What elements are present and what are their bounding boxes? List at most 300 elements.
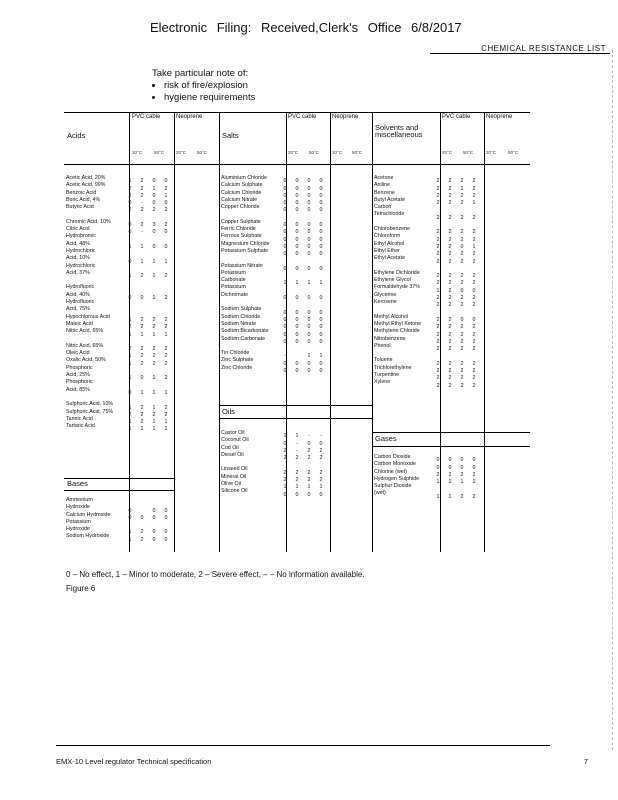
rating-value: 1 [152,295,156,302]
rating-value: 2 [152,411,156,418]
rating-value: 2 [436,368,440,375]
table-row [221,190,327,197]
oils-header: Oils [222,407,235,416]
rating-value: 1 [152,331,156,338]
chemical-name: Maleic Acid [66,320,93,327]
table-row [374,226,480,236]
rating-value: 2 [436,192,440,199]
rating-value: 1 [152,404,156,411]
rating-value: 0 [283,243,287,250]
rating-value: 0 [152,514,156,521]
table-row [66,497,172,504]
rating-value: 2 [140,353,144,360]
rating-value: 0 [307,368,311,375]
rating-value: 2 [128,185,132,192]
rating-value: 2 [140,536,144,543]
rating-value: 0 [283,200,287,207]
rating-value: 2 [460,200,464,207]
rating-value: 0 [164,529,168,536]
rating-value: 2 [164,360,168,367]
rating-value: 2 [448,382,452,389]
rating-value: 0 [319,207,323,214]
table-row [221,284,327,291]
table-row [221,233,327,243]
table-row [374,255,480,265]
rating-value: 2 [128,324,132,331]
rating-value: 0 [319,491,323,498]
rating-value: 2 [448,346,452,353]
table-row [66,233,172,240]
rating-value: 1 [140,426,144,433]
rating-value: 1 [140,389,144,396]
rating-value: 0 [295,178,299,185]
rating-value: 1 [448,479,452,486]
rating-value: 2 [448,471,452,478]
rating-value: - [320,433,322,440]
temp-label: 20°C [176,150,187,155]
chemical-name: Carbonate [221,277,246,284]
table-row [66,204,172,214]
rating-value: 0 [140,514,144,521]
chemical-name: Xylene [374,379,391,386]
table-row [374,379,480,389]
chemical-name: Trichlorethylene [374,364,412,371]
rating-value: 2 [460,229,464,236]
rating-value: 1 [152,273,156,280]
rating-value: 2 [448,368,452,375]
rating-value: 0 [128,200,132,207]
rating-value: 2 [436,258,440,265]
rating-value: 0 [283,316,287,323]
chemical-name: Carbon [374,204,392,211]
table-row [374,284,480,294]
rating-value: 2 [436,295,440,302]
table-row [66,255,172,265]
rating-value: 0 [307,316,311,323]
chemical-name: Nitric Acid, 65% [66,342,104,349]
table-row [221,247,327,258]
rating-value: 0 [283,440,287,447]
rating-value: 2 [140,529,144,536]
rating-value: 2 [152,346,156,353]
table-row [221,291,327,302]
chemical-name: Glycerine [374,291,397,298]
table-row [66,519,172,526]
rating-value: 0 [164,514,168,521]
rating-value: 0 [295,360,299,367]
rating-value: 2 [164,353,168,360]
chemical-name: Ammonium [66,497,93,503]
rating-value: - [141,200,143,207]
table-row [374,342,480,353]
chemical-name: Hypochlorous Acid [66,313,110,320]
rating-value: 2 [472,236,476,243]
rating-value: 2 [460,368,464,375]
rating-value: 0 [283,360,287,367]
table-row [66,387,172,394]
table-row [221,255,327,262]
rating-value: 2 [460,493,464,500]
rating-value: 2 [307,477,311,484]
rating-value: 2 [436,360,440,367]
neoprene-header: Neoprene [486,114,513,120]
chemical-name: Chlorobenzene [374,226,410,233]
table-row [221,336,327,343]
rating-value: 2 [436,316,440,323]
rating-value: 2 [319,477,323,484]
rating-value: 0 [448,457,452,464]
table-row [66,284,172,291]
rating-value: 2 [140,316,144,323]
rating-value: 0 [436,457,440,464]
rating-value: 0 [307,360,311,367]
chemical-name: Acetic Acid, 20% [66,175,106,181]
rating-value: 0 [295,295,299,302]
chemical-name: Hydrobromic [66,233,97,240]
chemical-name: Turpentine [374,372,400,379]
rating-value: 1 [319,280,323,287]
rating-value: 0 [307,185,311,192]
rating-value: 0 [307,192,311,199]
rating-value: 2 [436,251,440,258]
table-row [374,364,480,375]
rating-value: 0 [319,243,323,250]
chemical-name: Phosphoric [66,364,93,371]
rating-value: 1 [128,536,132,543]
chemical-name: Ferrous Sulphate [221,233,262,240]
rating-value: 2 [152,316,156,323]
table-row [66,365,172,372]
chemical-name: Sodium Carbonate [221,335,266,342]
rating-value: 2 [472,251,476,258]
rating-value: 0 [319,324,323,331]
table-row [66,218,172,229]
table-row [221,196,327,207]
rating-value: 0 [295,491,299,498]
chemical-name: Acid, 25% [66,372,90,379]
rating-value: 2 [472,185,476,192]
table-row [374,263,480,270]
chemical-name: Carbon Dioxide [374,454,411,460]
table-row [374,219,480,226]
rating-value: 0 [283,338,287,345]
chemical-name: Sodium Chloride [221,313,261,320]
rating-value: 1 [128,360,132,367]
chemical-name: Calcium Sulphate [221,182,263,189]
rating-value: 2 [460,178,464,185]
rating-value: 2 [472,273,476,280]
table-row [374,350,480,357]
rating-value: 0 [283,207,287,214]
table-row [66,320,172,331]
rating-value: 0 [283,192,287,199]
rating-value: 2 [436,471,440,478]
table-row [66,263,172,270]
rating-value: 0 [295,229,299,236]
rating-value: - [296,447,298,454]
salts-header: Salts [222,131,239,140]
temp-label: 20°C [288,150,299,155]
table-row [221,211,327,218]
rating-value: 1 [128,331,132,338]
table-row [221,320,327,331]
rating-value: 0 [319,265,323,272]
rating-value: 2 [140,192,144,199]
rating-value: 0 [283,295,287,302]
table-row [66,196,172,207]
rating-value: 0 [460,243,464,250]
rating-value: 0 [319,360,323,367]
rating-value: 0 [319,222,323,229]
footer-title: EMX-10 Level regulator Technical specification [56,757,212,766]
rating-value: 2 [448,236,452,243]
rating-value: 2 [436,302,440,309]
table-row [221,445,327,452]
chemical-name: Sulphuric Acid, 75% [66,408,114,415]
table-row [221,481,327,491]
rating-value: 2 [436,382,440,389]
rating-value: 2 [472,368,476,375]
chemical-name: Magnesium Chloride [221,240,270,247]
rating-value: 2 [319,455,323,462]
rating-value: 2 [164,295,168,302]
rating-value: 2 [460,331,464,338]
rating-value: 0 [319,295,323,302]
rating-value: 0 [319,185,323,192]
chemical-name: Phosphoric [66,379,93,386]
chemical-name: Ethylene Dichloride [374,269,420,276]
rating-value: 2 [460,273,464,280]
rating-value: 1 [436,479,440,486]
table-row [66,415,172,426]
rating-value: 1 [128,426,132,433]
chemical-name: Ethyl Alcohol [374,240,405,247]
rating-value: 0 [472,316,476,323]
chemical-name: Zinc Chloride [221,364,253,371]
chemical-name: Ethyl Ether [374,247,400,254]
table-row [374,490,480,500]
rating-value: 0 [472,457,476,464]
rating-value: 2 [436,236,440,243]
rating-value: 0 [283,309,287,316]
rating-value: 0 [295,185,299,192]
temp-label: 50°C [508,150,519,155]
rating-value: 2 [436,273,440,280]
rating-value: 2 [448,316,452,323]
chemical-name: Castor Oil [221,430,245,436]
table-row [374,328,480,338]
rating-value: 2 [448,258,452,265]
chemical-name: Zinc Sulphate [221,357,254,364]
rating-value: 2 [460,214,464,221]
chemical-name: Hydroxide [66,504,90,511]
rating-value: 0 [307,229,311,236]
rating-value: 0 [319,229,323,236]
chemical-name: Ferric Chloride [221,226,256,233]
chemical-name: Hydrofluoric [66,299,95,306]
rating-value: 2 [460,382,464,389]
rating-value: 2 [460,471,464,478]
chemical-name: Formaldehyde 37% [374,284,420,291]
table-row [66,394,172,401]
table-row [66,526,172,536]
rating-value: 2 [164,375,168,382]
bases-header: Bases [67,479,88,488]
table-row [221,277,327,287]
rating-value: 0 [307,331,311,338]
rating-value: 2 [472,324,476,331]
rating-value: 2 [319,469,323,476]
rating-value: 0 [307,178,311,185]
chemical-name: Toluene [374,357,393,364]
table-row [221,175,327,185]
rating-value: 2 [140,222,144,229]
table-row [374,196,480,207]
chemical-name: Hydrogen Sulphide [374,475,420,482]
rating-value: 2 [436,243,440,250]
table-row [66,357,172,367]
rating-value: 2 [460,236,464,243]
rating-value: 2 [436,280,440,287]
rating-value: 0 [152,243,156,250]
rating-value: 1 [307,353,311,360]
rating-value: 0 [283,331,287,338]
rating-value: 2 [436,331,440,338]
chemical-name: Oleic Acid [66,350,90,357]
rating-value: 2 [436,200,440,207]
chemical-name: Aniline [374,182,390,189]
rating-value: 0 [283,178,287,185]
rating-value: 2 [460,324,464,331]
temp-label: 20°C [332,150,343,155]
rating-value: 2 [448,200,452,207]
table-row [66,211,172,218]
rating-value: - [284,353,286,360]
chemical-name: Kerosene [374,299,397,306]
chemical-name: Silicone Oil [221,488,248,495]
table-row [374,454,480,464]
rating-value: 1 [295,280,299,287]
table-row [66,533,172,543]
rating-value: 1 [128,273,132,280]
chemical-name: Methylene Chloride [374,328,420,335]
rating-value: 0 [128,258,132,265]
table-row [374,277,480,287]
chemical-name: Potassium [66,518,91,525]
rating-value: 2 [140,404,144,411]
acids-list [66,175,172,433]
rating-value: 0 [152,200,156,207]
rating-value: 2 [307,447,311,454]
rating-value: 0 [307,222,311,229]
table-row [221,270,327,277]
rating-value: 2 [140,346,144,353]
rating-value: 2 [448,360,452,367]
rating-value: 2 [164,207,168,214]
rating-value: 1 [283,433,287,440]
rating-value: 0 [319,368,323,375]
rating-value: 2 [140,178,144,185]
rating-value: 0 [307,324,311,331]
rating-value: 2 [283,469,287,476]
chemical-name: Hydroxide [66,526,90,533]
chemical-name: Sodium Nitrate [221,320,257,327]
table-row [221,204,327,214]
rating-value: 2 [460,302,464,309]
rating-value: 2 [460,295,464,302]
rating-value: 0 [152,178,156,185]
rating-value: 1 [472,200,476,207]
table-row [221,364,327,375]
rating-value: 1 [460,479,464,486]
rating-value: 2 [472,192,476,199]
table-row [66,423,172,433]
chemical-name: Nitrobenzene [374,335,406,342]
chemical-name: Linseed Oil [221,466,248,473]
rating-value: 2 [295,469,299,476]
table-row [374,320,480,331]
chemical-name: Butyric Acid [66,204,94,211]
rating-value: 0 [152,192,156,199]
table-row [374,291,480,302]
rating-value: 1 [448,493,452,500]
table-row [221,451,327,462]
rating-value: 0 [448,464,452,471]
rating-value: 1 [128,375,132,382]
rating-value: 0 [140,375,144,382]
chemical-name: Hydrochloric [66,262,96,269]
rating-value: 2 [436,346,440,353]
rating-value: 2 [436,178,440,185]
rating-value: 0 [295,331,299,338]
chemical-name: Acetic Acid, 99% [66,182,106,189]
chemical-name: Potassium [221,284,246,291]
chemical-name: Ethyl Acetate [374,255,405,262]
rating-value: 0 [295,324,299,331]
rating-value: 1 [283,484,287,491]
rating-value: 2 [307,455,311,462]
table-row [66,299,172,306]
rating-value: 0 [307,338,311,345]
rating-value: 2 [140,324,144,331]
temp-label: 50°C [154,150,165,155]
chemical-name: Ethylene Glycol [374,277,411,284]
rating-value: 1 [319,353,323,360]
pvc-cable-header: PVC cable [442,114,471,120]
chemical-name: Potassium [221,269,246,276]
rating-value: 1 [295,433,299,440]
table-row [66,504,172,514]
chemical-name: Sodium Sulphate [221,306,262,313]
rating-value: 1 [128,353,132,360]
table-row [66,350,172,360]
chemical-name: (wet) [374,490,386,497]
rating-value: 1 [152,389,156,396]
table-row [66,409,172,416]
rating-value: 2 [472,302,476,309]
table-row [374,475,480,486]
rating-value: 0 [460,464,464,471]
rating-value: 1 [152,419,156,426]
chemical-name: Aluminium Chloride [221,175,267,181]
rating-value: 2 [128,207,132,214]
rating-value: 2 [295,477,299,484]
chemical-name: Boric Acid, 4% [66,196,101,203]
note-intro: Take particular note of: [152,68,249,79]
neoprene-header: Neoprene [176,114,203,120]
table-row [221,306,327,316]
rating-value: 1 [472,243,476,250]
